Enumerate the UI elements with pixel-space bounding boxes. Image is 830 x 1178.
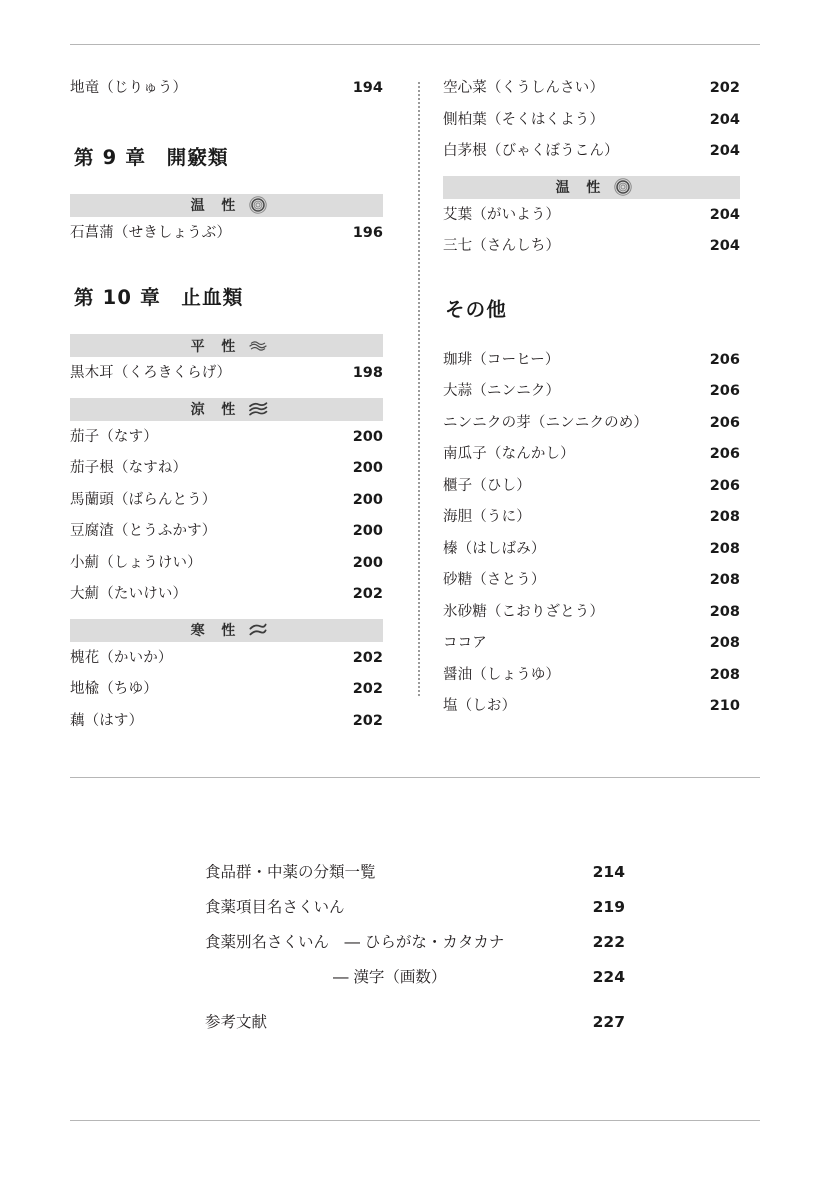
toc-entry-page-number: 208 <box>709 603 740 620</box>
toc-entry-page-number: 208 <box>709 572 740 588</box>
toc-entry-page-number: 208 <box>709 635 740 651</box>
back-matter-label: 食品群・中薬の分類一覧 <box>205 863 376 881</box>
toc-entry-name: 艾葉（がいよう） <box>443 206 561 223</box>
toc-entry-page-number: 206 <box>709 383 740 399</box>
toc-entry-name: 茄子根（なすね） <box>70 460 188 476</box>
back-matter-row[interactable] <box>205 930 625 965</box>
warm-concentric-icon <box>248 195 268 215</box>
cold-double-wave-icon <box>248 620 268 640</box>
toc-entry[interactable] <box>443 663 740 695</box>
back-matter-row[interactable] <box>205 895 625 930</box>
toc-entry[interactable] <box>70 456 383 488</box>
toc-entry-name: 石菖蒲（せきしょうぶ） <box>70 224 232 241</box>
toc-entry-name: ココア <box>443 635 487 651</box>
back-matter-label: 食薬別名さくいん ― ひらがな・カタカナ <box>205 933 505 951</box>
toc-entry-page-number: 202 <box>352 681 383 697</box>
chapter-heading: 第 9 章 開竅類 <box>74 145 229 169</box>
toc-entry-page-number: 206 <box>709 351 740 368</box>
nature-band-label: 涼 性 <box>190 402 242 418</box>
other-section-heading: その他 <box>445 297 508 321</box>
toc-entry-name: 大蒜（ニンニク） <box>443 383 561 399</box>
toc-entry[interactable] <box>443 348 740 380</box>
toc-entry-name: 小薊（しょうけい） <box>70 554 202 571</box>
toc-entry-name: 醤油（しょうゆ） <box>443 666 561 683</box>
toc-entry[interactable] <box>443 537 740 569</box>
toc-entry[interactable] <box>443 234 740 266</box>
toc-entry[interactable] <box>443 505 740 537</box>
toc-entry-name: 大薊（たいけい） <box>70 586 188 602</box>
toc-entry[interactable] <box>443 379 740 411</box>
toc-entry[interactable] <box>443 631 740 663</box>
toc-entry[interactable] <box>70 646 383 678</box>
top-rule <box>70 44 760 45</box>
back-matter-label: 参考文献 <box>205 1013 268 1031</box>
toc-entry[interactable] <box>70 551 383 583</box>
toc-entry[interactable] <box>70 488 383 520</box>
toc-entry-page-number: 208 <box>709 509 740 525</box>
back-matter-list <box>205 860 625 1045</box>
toc-entry-name: 南瓜子（なんかし） <box>443 446 575 462</box>
toc-entry[interactable] <box>443 442 740 474</box>
toc-entry-page-number: 208 <box>709 666 740 683</box>
toc-entry-name: 側柏葉（そくはくよう） <box>443 111 605 128</box>
toc-entry[interactable] <box>70 709 383 741</box>
toc-entry-name: 地竜（じりゅう） <box>70 80 188 96</box>
toc-entry[interactable] <box>70 361 383 393</box>
cool-triple-wave-icon <box>248 399 268 419</box>
toc-entry-page-number: 196 <box>352 224 383 241</box>
toc-entry-name: 槐花（かいか） <box>70 649 173 666</box>
toc-entry-page-number: 208 <box>709 540 740 557</box>
back-matter-label: ― 漢字（画数） <box>333 968 447 986</box>
toc-entry[interactable] <box>443 76 740 108</box>
toc-entry-page-number: 202 <box>352 586 383 602</box>
toc-entry[interactable] <box>443 474 740 506</box>
toc-entry-name: 豆腐渣（とうふかす） <box>70 523 217 539</box>
toc-entry-page-number: 206 <box>709 414 740 431</box>
toc-entry-name: 馬蘭頭（ばらんとう） <box>70 491 217 508</box>
toc-entry[interactable] <box>443 568 740 600</box>
toc-entry[interactable] <box>70 76 383 108</box>
toc-entry-name: 藕（はす） <box>70 712 144 729</box>
neutral-diamond-wave-icon <box>248 336 268 356</box>
toc-entry-name: 白茅根（びゃくぼうこん） <box>443 143 619 159</box>
toc-entry-name: ニンニクの芽（ニンニクのめ） <box>443 414 649 431</box>
toc-entry[interactable] <box>443 694 740 726</box>
middle-rule <box>70 777 760 778</box>
toc-entry-name: 地楡（ちゆ） <box>70 681 158 697</box>
nature-band-label: 寒 性 <box>190 623 242 639</box>
toc-entry-page-number: 206 <box>709 446 740 462</box>
toc-entry-page-number: 200 <box>352 523 383 539</box>
toc-entry-page-number: 200 <box>352 491 383 508</box>
back-matter-label: 食薬項目名さくいん <box>205 898 345 916</box>
toc-entry[interactable] <box>443 108 740 140</box>
toc-entry-name: 砂糖（さとう） <box>443 572 546 588</box>
right-column <box>405 76 740 740</box>
toc-entry-page-number: 194 <box>352 80 383 96</box>
left-column <box>70 76 405 740</box>
toc-entry-page-number: 200 <box>352 554 383 571</box>
toc-entry-page-number: 204 <box>709 143 740 159</box>
toc-entry-page-number: 200 <box>352 428 383 445</box>
back-matter-row[interactable] <box>205 1010 625 1045</box>
toc-entry[interactable] <box>443 600 740 632</box>
toc-entry[interactable] <box>70 425 383 457</box>
back-matter-row[interactable] <box>205 965 625 1000</box>
back-matter-page-number: 224 <box>592 968 625 986</box>
nature-band-header <box>70 398 383 421</box>
back-matter-page-number: 227 <box>592 1013 625 1031</box>
toc-entry-name: 三七（さんしち） <box>443 238 561 254</box>
toc-entry-page-number: 198 <box>352 365 383 381</box>
back-matter-page-number: 214 <box>592 863 625 881</box>
toc-entry-page-number: 204 <box>709 206 740 223</box>
toc-entry-name: 塩（しお） <box>443 698 517 714</box>
toc-entry-page-number: 202 <box>709 80 740 96</box>
toc-entry-name: 空心菜（くうしんさい） <box>443 80 605 96</box>
toc-columns <box>70 76 760 740</box>
nature-band-header <box>70 334 383 357</box>
toc-entry-page-number: 202 <box>352 712 383 729</box>
toc-entry-page-number: 206 <box>709 477 740 494</box>
nature-band-header <box>70 194 383 217</box>
bottom-rule <box>70 1120 760 1121</box>
toc-entry-name: 黒木耳（くろきくらげ） <box>70 365 232 381</box>
toc-entry-name: 榛（はしばみ） <box>443 540 546 557</box>
toc-entry-page-number: 200 <box>352 460 383 476</box>
nature-band-label: 平 性 <box>190 338 242 355</box>
toc-entry-page-number: 210 <box>709 698 740 714</box>
toc-entry-page-number: 204 <box>709 238 740 254</box>
toc-entry[interactable] <box>443 203 740 235</box>
chapter-heading: 第 10 章 止血類 <box>74 286 244 309</box>
toc-entry[interactable] <box>443 411 740 443</box>
back-matter-page-number: 222 <box>592 933 625 951</box>
back-matter-row[interactable] <box>205 860 625 895</box>
toc-entry[interactable] <box>70 519 383 551</box>
nature-band-header <box>443 176 740 199</box>
toc-entry-name: 海胆（うに） <box>443 509 531 525</box>
toc-entry[interactable] <box>70 582 383 614</box>
back-matter-page-number: 219 <box>592 898 625 916</box>
toc-entry-page-number: 204 <box>709 111 740 128</box>
toc-entry[interactable] <box>70 677 383 709</box>
nature-band-header <box>70 619 383 642</box>
toc-entry-name: 氷砂糖（こおりざとう） <box>443 603 605 620</box>
warm-concentric-icon <box>613 177 633 197</box>
toc-entry[interactable] <box>70 221 383 253</box>
toc-entry[interactable] <box>443 139 740 171</box>
toc-entry-name: 茄子（なす） <box>70 428 158 445</box>
toc-entry-name: 櫃子（ひし） <box>443 477 531 494</box>
toc-entry-page-number: 202 <box>352 649 383 666</box>
toc-entry-name: 珈琲（コーヒー） <box>443 351 560 368</box>
nature-band-label: 温 性 <box>190 198 242 214</box>
nature-band-label: 温 性 <box>555 180 607 196</box>
